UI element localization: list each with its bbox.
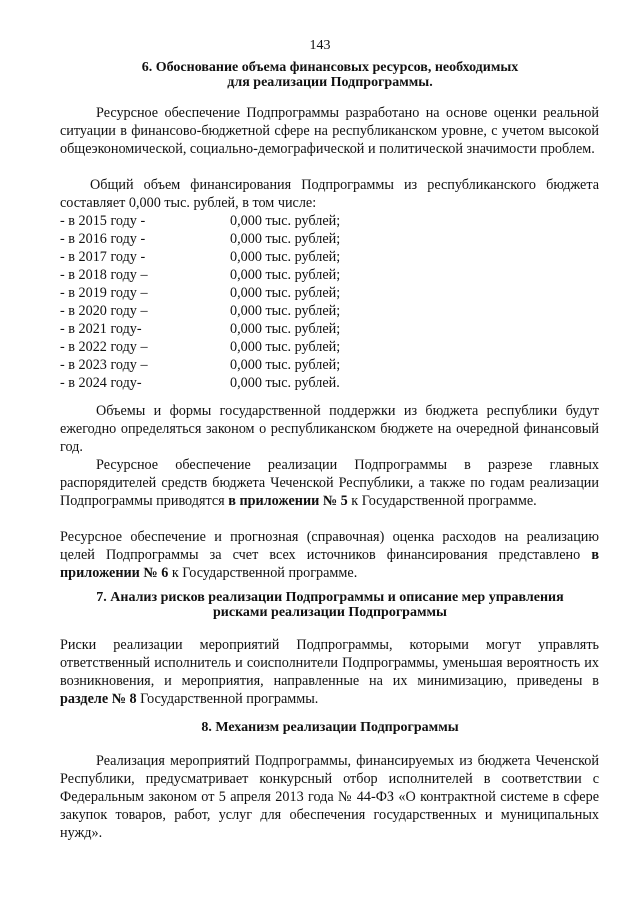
section6-paragraph-4 bbox=[60, 456, 599, 510]
funding-year-label: - в 2021 году- bbox=[60, 321, 142, 337]
funding-year-row bbox=[60, 248, 340, 266]
funding-year-row bbox=[60, 338, 340, 356]
funding-year-amount: 0,000 тыс. рублей; bbox=[230, 267, 341, 283]
funding-year-amount: 0,000 тыс. рублей; bbox=[230, 339, 341, 355]
funding-year-amount: 0,000 тыс. рублей; bbox=[230, 231, 341, 247]
section6-heading-line2: для реализации Подпрограммы. bbox=[227, 75, 433, 90]
funding-year-amount: 0,000 тыс. рублей; bbox=[230, 303, 341, 319]
section6-paragraph-5 bbox=[60, 528, 599, 582]
section6-heading-line1: 6. Обоснование объема финансовых ресурсов, необходимых bbox=[141, 60, 519, 75]
section6-paragraph-1: Ресурсное обеспечение Подпрограммы разработано на основе оценки реальной ситуации в финансово-бюджетной сфере на республиканском уровне, с учетом высокой общеэкономической, социально-демографической и политической значимости проблем. bbox=[60, 105, 599, 157]
funding-year-label: - в 2015 году - bbox=[60, 213, 146, 229]
funding-year-row bbox=[60, 212, 340, 230]
funding-year-amount: 0,000 тыс. рублей; bbox=[230, 321, 341, 337]
para5-text-end: к Государственной программе. bbox=[168, 565, 358, 581]
funding-year-amount: 0,000 тыс. рублей. bbox=[230, 375, 340, 391]
para5-text: Ресурсное обеспечение и прогнозная (справочная) оценка расходов на реализацию целей Подпрограммы за счет всех источников финансирования представлено bbox=[60, 529, 599, 563]
funding-year-amount: 0,000 тыс. рублей; bbox=[230, 249, 341, 265]
funding-year-label: - в 2024 году- bbox=[60, 375, 142, 391]
para4-text-end: к Государственной программе. bbox=[347, 493, 537, 509]
section8-paragraph: Реализация мероприятий Подпрограммы, финансируемых из бюджета Чеченской Республики, предусматривает конкурсный отбор исполнителей в соответствии с Федеральным законом от 5 апреля 2013 года № 44-ФЗ «О контрактной системе в сфере закупок товаров, работ, услуг для обеспечения государственных и муниципальных нужд». bbox=[60, 753, 599, 841]
section7-paragraph bbox=[60, 636, 599, 708]
funding-year-row bbox=[60, 356, 340, 374]
funding-year-label: - в 2020 году – bbox=[60, 303, 148, 319]
funding-year-label: - в 2017 году - bbox=[60, 249, 146, 265]
section7-text: Риски реализации мероприятий Подпрограммы, которыми могут управлять ответственный исполнитель и соисполнители Подпрограммы, уменьшая вероятность их возникновения, и мероприятия, направленные на их минимизацию, приведены в bbox=[60, 637, 599, 689]
funding-year-row bbox=[60, 320, 340, 338]
funding-year-row bbox=[60, 374, 340, 392]
funding-year-label: - в 2016 году - bbox=[60, 231, 146, 247]
section6-paragraph-3: Объемы и формы государственной поддержки из бюджета республики будут ежегодно определяться законом о республиканском бюджете на очередной финансовый год. bbox=[60, 403, 599, 455]
section7-heading-line2: рисками реализации Подпрограммы bbox=[213, 605, 447, 620]
funding-year-row bbox=[60, 230, 340, 248]
section7-heading-line1: 7. Анализ рисков реализации Подпрограммы и описание мер управления bbox=[96, 590, 564, 605]
funding-year-row bbox=[60, 284, 340, 302]
section8-heading: 8. Механизм реализации Подпрограммы bbox=[201, 720, 459, 735]
section6-paragraph-2: Общий объем финансирования Подпрограммы из республиканского бюджета составляет 0,000 тыс. рублей, в том числе: bbox=[60, 177, 599, 211]
funding-by-year-list bbox=[60, 212, 340, 392]
funding-year-label: - в 2018 году – bbox=[60, 267, 148, 283]
funding-year-amount: 0,000 тыс. рублей; bbox=[230, 285, 341, 301]
funding-year-amount: 0,000 тыс. рублей; bbox=[230, 213, 341, 229]
funding-year-row bbox=[60, 302, 340, 320]
section7-heading bbox=[60, 590, 600, 620]
page-number: 143 bbox=[309, 38, 331, 53]
appendix-5-ref: в приложении № 5 bbox=[228, 493, 348, 509]
funding-year-row bbox=[60, 266, 340, 284]
funding-year-label: - в 2019 году – bbox=[60, 285, 148, 301]
appendix-6-ref: в приложении № 6 bbox=[60, 547, 599, 581]
funding-year-label: - в 2023 году – bbox=[60, 357, 148, 373]
para4-text: Ресурсное обеспечение реализации Подпрограммы в разрезе главных распорядителей средств бюджета Чеченской Республики, а также по годам реализации Подпрограммы приводятся bbox=[60, 457, 599, 509]
section6-heading bbox=[60, 60, 600, 90]
funding-year-label: - в 2022 году – bbox=[60, 339, 148, 355]
section-8-ref: разделе № 8 bbox=[60, 691, 137, 707]
section7-text-end: Государственной программы. bbox=[136, 691, 319, 707]
funding-year-amount: 0,000 тыс. рублей; bbox=[230, 357, 341, 373]
